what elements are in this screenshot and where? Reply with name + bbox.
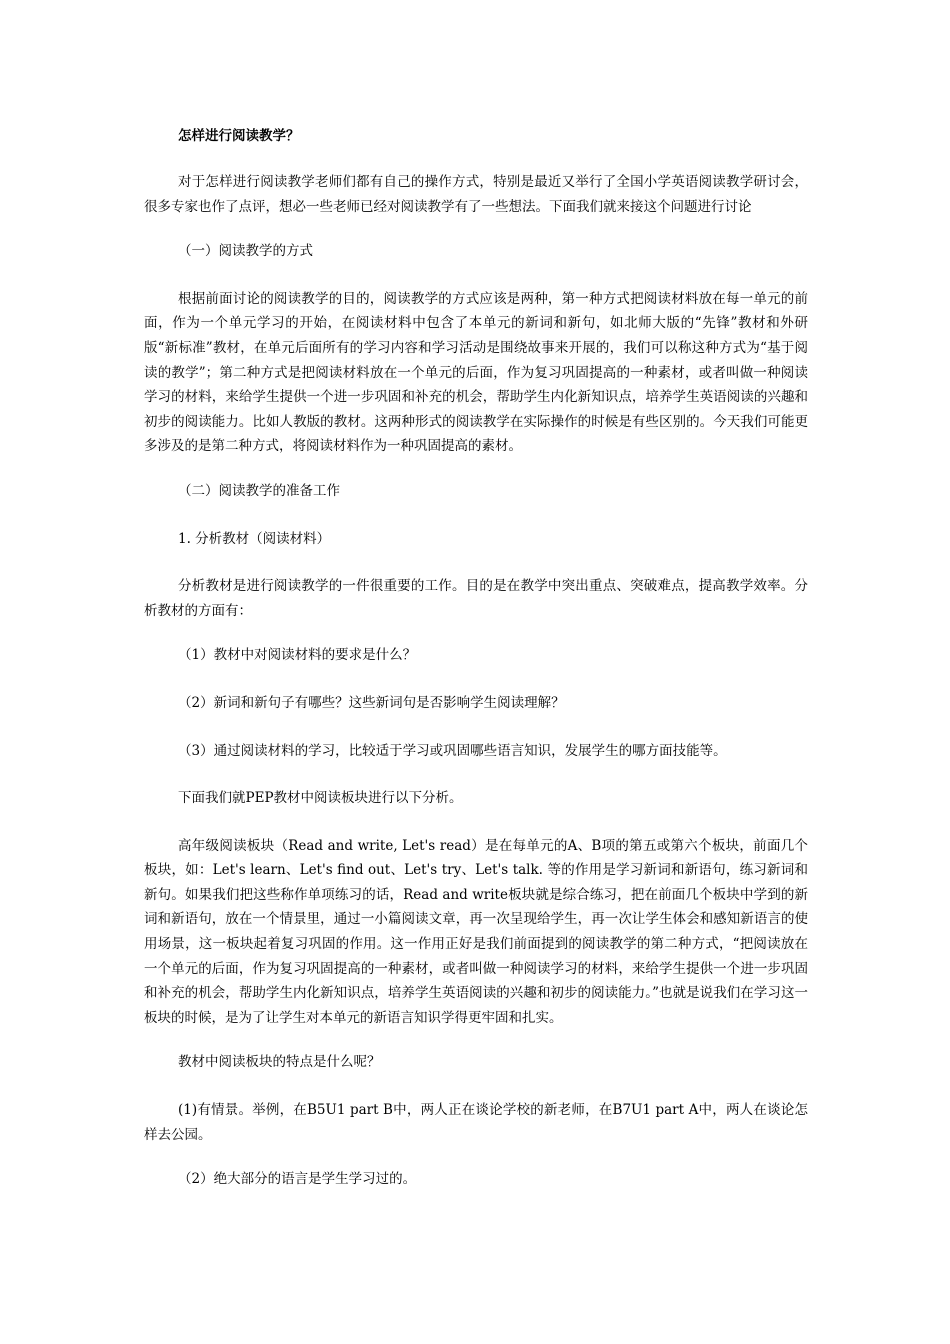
document-title: 怎样进行阅读教学？ [178, 128, 300, 144]
intro-paragraph: 对于怎样进行阅读教学老师们都有自己的操作方式，特别是最近又举行了全国小学英语阅读教学研讨会，很多专家也作了点评，想必一些老师已经对阅读教学有了一些想法。下面我们就来接这个问题进行讨论 [144, 174, 808, 215]
subsection-heading-1: 1. 分析教材（阅读材料） [178, 530, 331, 547]
section-heading-1: （一）阅读教学的方式 [178, 243, 313, 260]
feature-item-1: (1)有情景。举例，在B5U1 part B中，两人正在谈论学校的新老师，在B7U1 part A中，两人在谈论怎样去公园。 [144, 1102, 808, 1143]
document-page [144, 126, 808, 1215]
pep-intro-paragraph: 下面我们就PEP教材中阅读板块进行以下分析。 [178, 790, 463, 807]
question-item-1: （1）教材中对阅读材料的要求是什么？ [178, 647, 417, 664]
analysis-paragraph: 分析教材是进行阅读教学的一件很重要的工作。目的是在教学中突出重点、突破难点，提高教学效率。分析教材的方面有： [144, 578, 808, 619]
methods-paragraph: 根据前面讨论的阅读教学的目的，阅读教学的方式应该是两种，第一种方式把阅读材料放在每一单元的前面，作为一个单元学习的开始，在阅读材料中包含了本单元的新词和新句，如北师大版的“先锋”教材和外研版“新标准”教材，在单元后面所有的学习内容和学习活动是围绕故事来开展的，我们可以称这种方式为“基于阅读的教学”；第二种方式是把阅读材料放在一个单元的后面，作为复习巩固提高的一种素材，或者叫做一种阅读学习的材料，来给学生提供一个进一步巩固和补充的机会，帮助学生内化新知识点，培养学生英语阅读的兴趣和初步的阅读能力。比如人教版的教材。这两种形式的阅读教学在实际操作的时候是有些区别的。今天我们可能更多涉及的是第二种方式，将阅读材料作为一种巩固提高的素材。 [144, 290, 808, 455]
reading-section-paragraph: 高年级阅读板块（Read and write, Let's read）是在每单元的A、B项的第五或第六个板块，前面几个板块，如：Let's learn、Let's find out、Let's try、Let's talk. 等的作用是学习新词和新语句，练习新词和新句。如果我们把这些称作单项练习的话，Read and write板块就是综合练习，把在前面几个板块中学到的新词和新语句，放在一个情景里，通过一小篇阅读文章，再一次呈现给学生，再一次让学生体会和感知新语言的使用场景，这一板块起着复习巩固的作用。这一作用正好是我们前面提到的阅读教学的第二种方式，“把阅读放在一个单元的后面，作为复习巩固提高的一种素材，或者叫做一种阅读学习的材料，来给学生提供一个进一步巩固和补充的机会，帮助学生内化新知识点，培养学生英语阅读的兴趣和初步的阅读能力。”也就是说我们在学习这一板块的时候，是为了让学生对本单元的新语言知识学得更牢固和扎实。 [144, 837, 808, 1026]
feature-item-2: （2）绝大部分的语言是学生学习过的。 [178, 1171, 417, 1188]
section-heading-2: （二）阅读教学的准备工作 [178, 482, 340, 499]
features-question: 教材中阅读板块的特点是什么呢？ [178, 1054, 381, 1071]
question-item-2: （2）新词和新句子有哪些？这些新词句是否影响学生阅读理解？ [178, 694, 565, 711]
question-item-3: （3）通过阅读材料的学习，比较适于学习或巩固哪些语言知识，发展学生的哪方面技能等。 [178, 742, 727, 759]
